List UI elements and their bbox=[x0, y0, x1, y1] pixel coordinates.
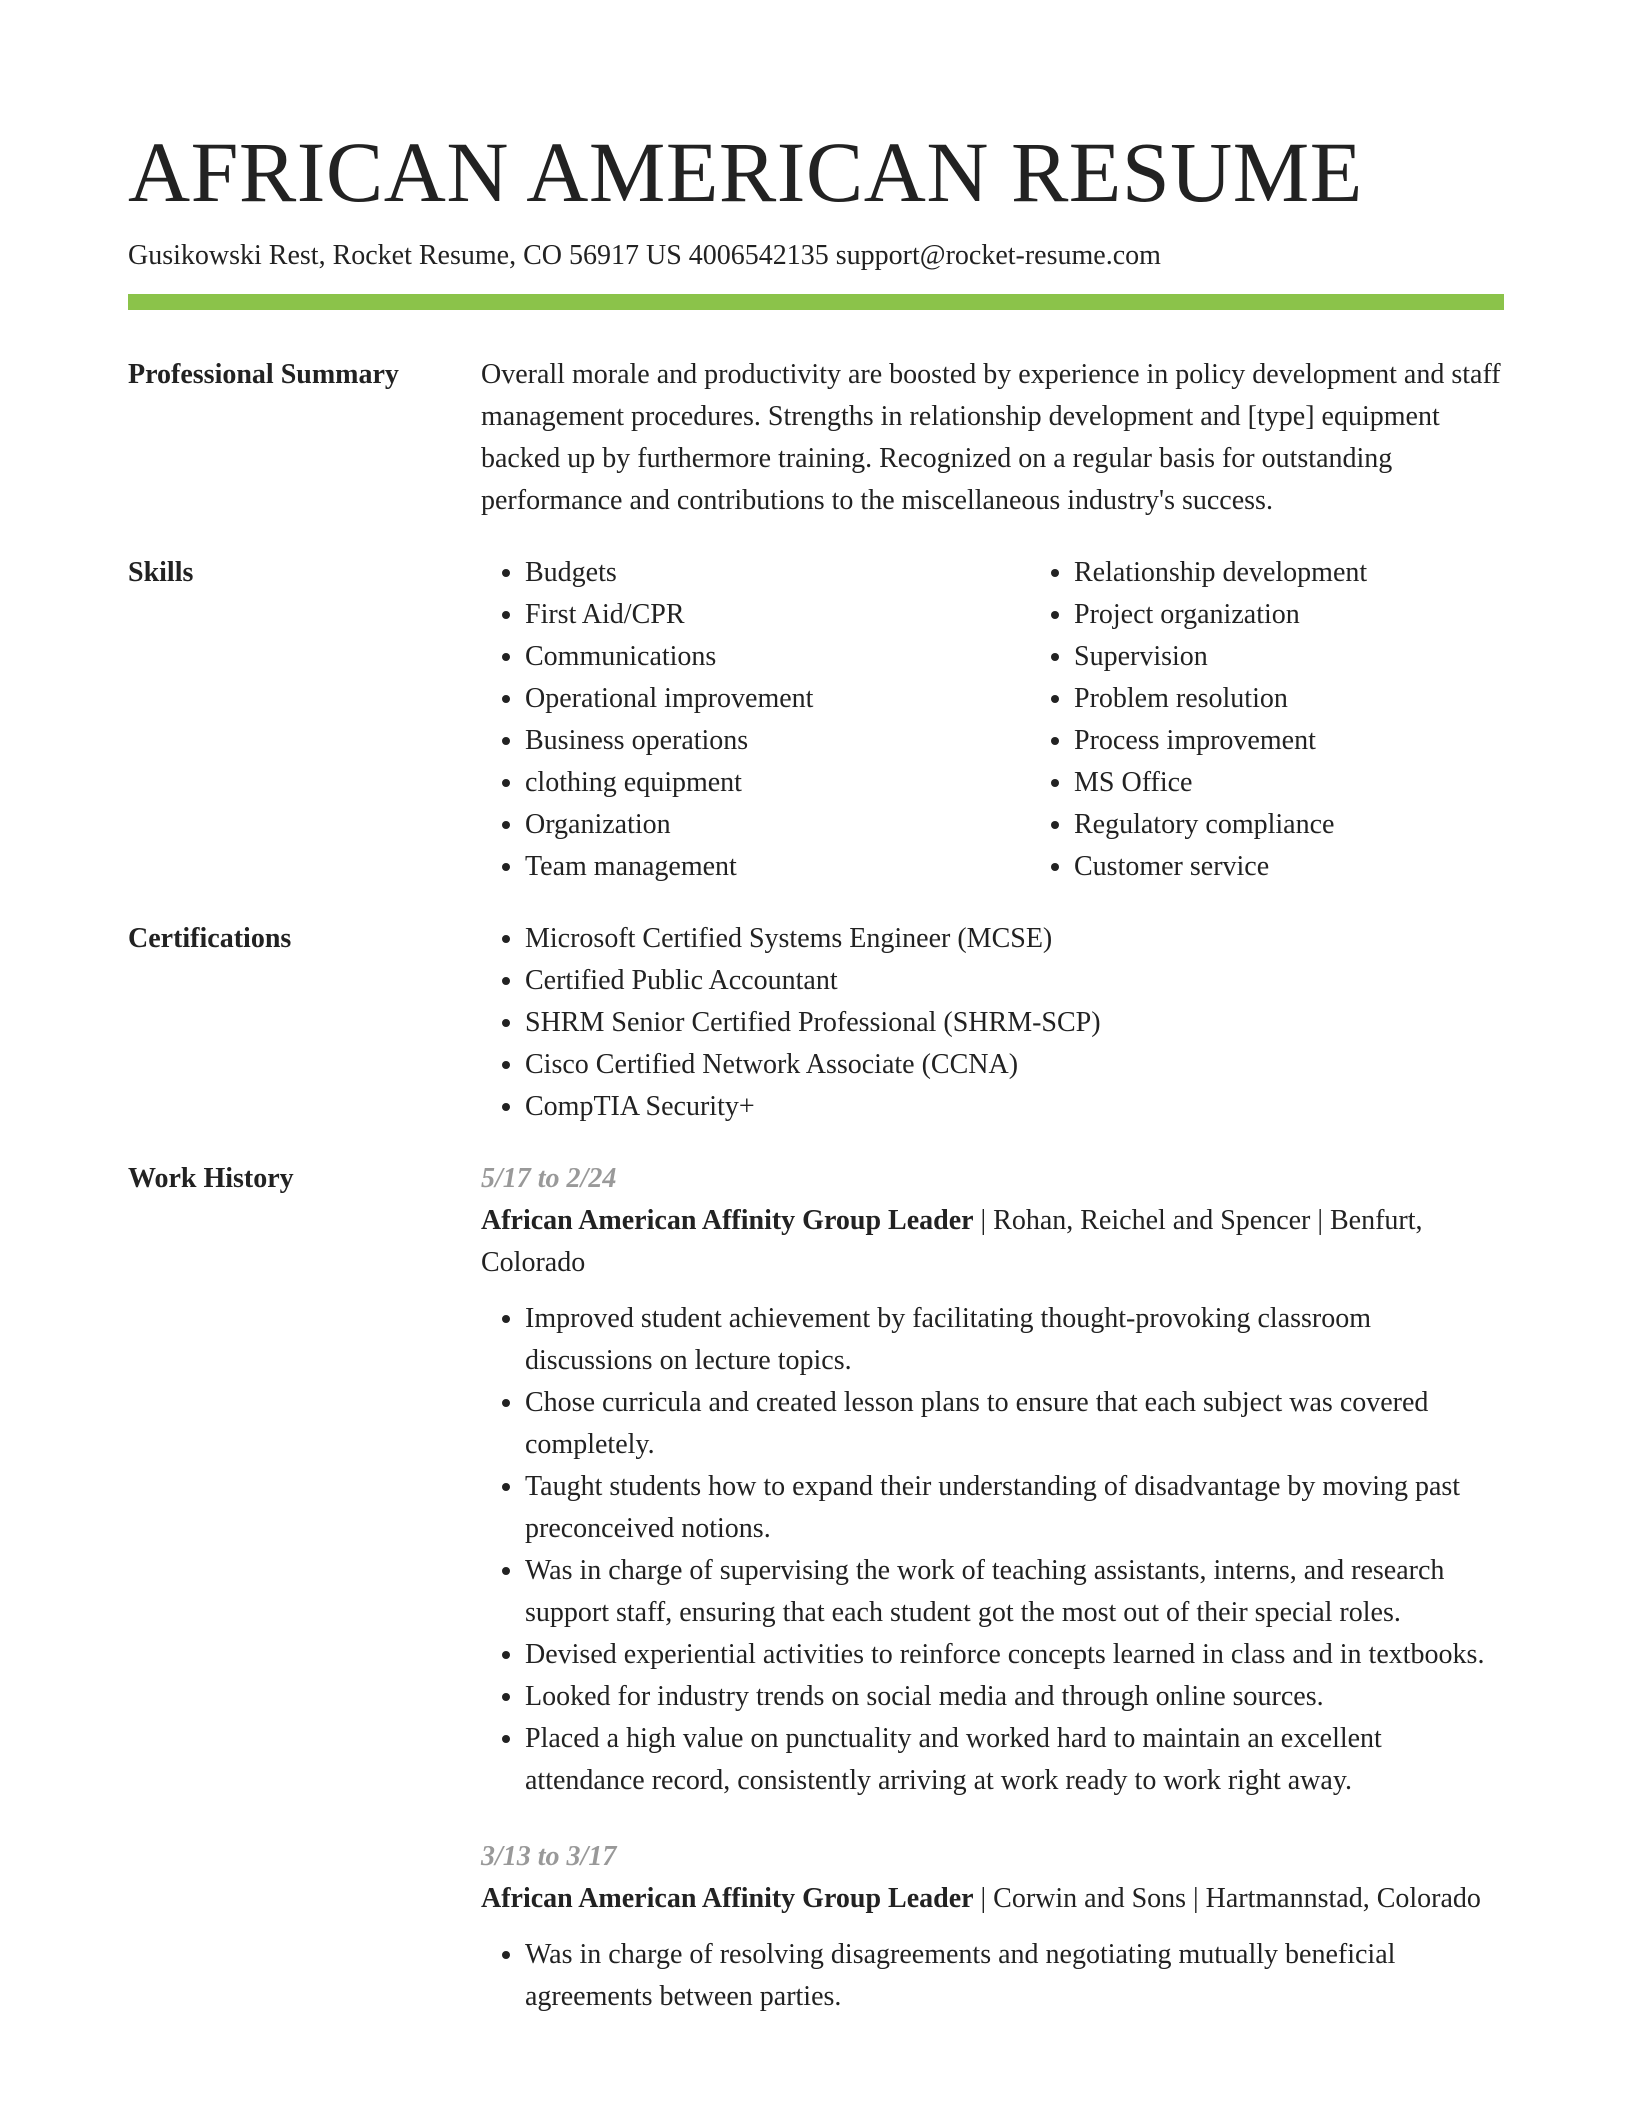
section-label: Certifications bbox=[128, 923, 292, 954]
skill-item: • Business operations bbox=[525, 720, 1030, 762]
skill-item: • Organization bbox=[525, 804, 1030, 846]
skill-item: • Process improvement bbox=[1074, 720, 1579, 762]
job-dates: 5/17 to 2/24 bbox=[481, 1163, 617, 1194]
job-details: | Rohan, Reichel and Spencer | Benfurt, Colorado bbox=[481, 1205, 1423, 1278]
section-body bbox=[481, 354, 1504, 522]
skill-item: • MS Office bbox=[1074, 762, 1579, 804]
summary-text: Overall morale and productivity are boosted by experience in policy development and staff management procedures. Strengths in relationship development and [type] equipment backed up by furthermore training. Recognized on a regular basis for outstanding performance and contributions to the miscellaneous industry's success. bbox=[481, 359, 1501, 516]
certification-item: • Microsoft Certified Systems Engineer (MCSE) bbox=[525, 918, 1504, 960]
header-divider bbox=[128, 294, 1504, 310]
skills-list-right bbox=[1030, 552, 1579, 888]
resume-sections bbox=[128, 354, 1504, 2052]
section-certifications bbox=[128, 918, 1504, 1128]
resume-title: AFRICAN AMERICAN RESUME bbox=[128, 124, 1363, 220]
skill-item: • Problem resolution bbox=[1074, 678, 1579, 720]
section-work-history bbox=[128, 1158, 1504, 2052]
job-entry bbox=[481, 1158, 1504, 1802]
skill-item: • Customer service bbox=[1074, 846, 1579, 888]
certification-item: • Cisco Certified Network Associate (CCNA) bbox=[525, 1044, 1504, 1086]
certifications-list bbox=[481, 918, 1504, 1128]
section-body bbox=[481, 1158, 1504, 2052]
skills-list-left bbox=[481, 552, 1030, 888]
job-details: | Corwin and Sons | Hartmannstad, Colorado bbox=[973, 1883, 1481, 1914]
certification-item: • CompTIA Security+ bbox=[525, 1086, 1504, 1128]
job-bullet: • Devised experiential activities to reinforce concepts learned in class and in textbooks. bbox=[525, 1634, 1504, 1676]
skill-item: • Communications bbox=[525, 636, 1030, 678]
job-title: African American Affinity Group Leader bbox=[481, 1205, 974, 1236]
job-title: African American Affinity Group Leader bbox=[481, 1883, 974, 1914]
skill-item: • clothing equipment bbox=[525, 762, 1030, 804]
job-bullets bbox=[481, 1934, 1504, 2018]
job-bullet: • Was in charge of resolving disagreements and negotiating mutually beneficial agreements between parties. bbox=[525, 1934, 1504, 2018]
job-dates: 3/13 to 3/17 bbox=[481, 1841, 617, 1872]
job-bullets bbox=[481, 1298, 1504, 1802]
section-skills bbox=[128, 552, 1504, 888]
job-bullet: • Looked for industry trends on social media and through online sources. bbox=[525, 1676, 1504, 1718]
skill-item: • Budgets bbox=[525, 552, 1030, 594]
job-bullet: • Taught students how to expand their understanding of disadvantage by moving past preconceived notions. bbox=[525, 1466, 1504, 1550]
section-label: Skills bbox=[128, 557, 194, 588]
contact-line: Gusikowski Rest, Rocket Resume, CO 56917 US 4006542135 support@rocket-resume.com bbox=[128, 240, 1161, 271]
skills-columns bbox=[481, 552, 1579, 888]
section-professional-summary bbox=[128, 354, 1504, 522]
job-bullet: • Chose curricula and created lesson plans to ensure that each subject was covered completely. bbox=[525, 1382, 1504, 1466]
job-bullet: • Was in charge of supervising the work of teaching assistants, interns, and research support staff, ensuring that each student got the most out of their special roles. bbox=[525, 1550, 1504, 1634]
job-bullet: • Improved student achievement by facilitating thought-provoking classroom discussions on lecture topics. bbox=[525, 1298, 1504, 1382]
job-entry bbox=[481, 1836, 1504, 2018]
section-label: Professional Summary bbox=[128, 359, 399, 390]
section-body bbox=[481, 918, 1504, 1128]
certification-item: • Certified Public Accountant bbox=[525, 960, 1504, 1002]
skill-item: • First Aid/CPR bbox=[525, 594, 1030, 636]
skill-item: • Team management bbox=[525, 846, 1030, 888]
skill-item: • Relationship development bbox=[1074, 552, 1579, 594]
skill-item: • Supervision bbox=[1074, 636, 1579, 678]
section-label: Work History bbox=[128, 1163, 294, 1194]
job-heading bbox=[481, 1200, 1504, 1284]
skill-item: • Regulatory compliance bbox=[1074, 804, 1579, 846]
certification-item: • SHRM Senior Certified Professional (SHRM-SCP) bbox=[525, 1002, 1504, 1044]
job-heading bbox=[481, 1878, 1504, 1920]
skill-item: • Project organization bbox=[1074, 594, 1579, 636]
job-bullet: • Placed a high value on punctuality and worked hard to maintain an excellent attendance record, consistently arriving at work ready to work right away. bbox=[525, 1718, 1504, 1802]
skill-item: • Operational improvement bbox=[525, 678, 1030, 720]
